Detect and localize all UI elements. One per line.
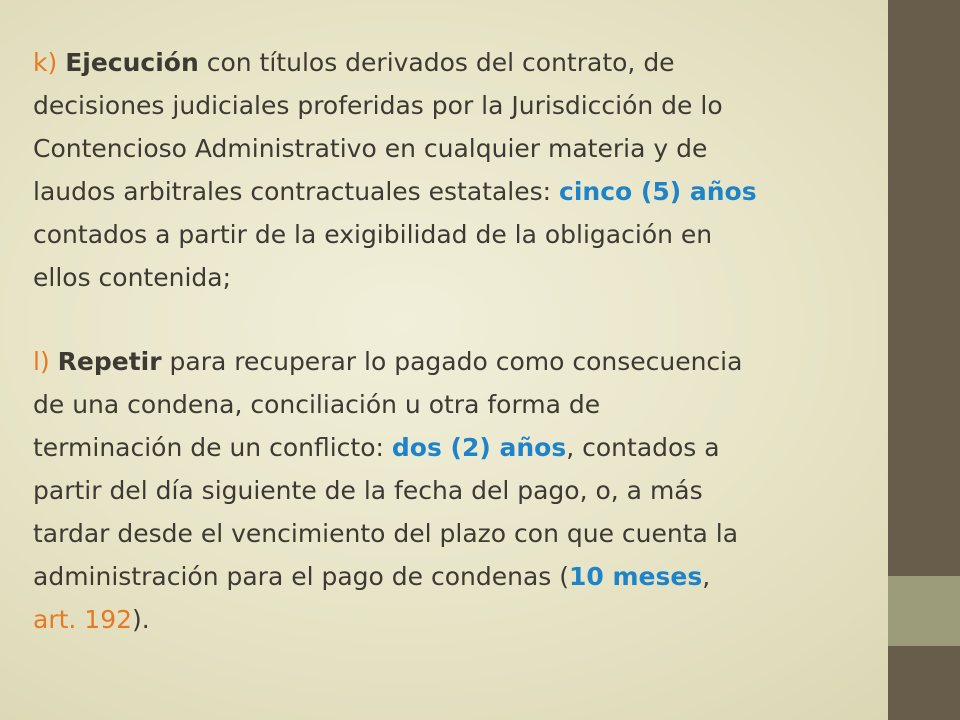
paragraph-l-line-7 <box>33 598 876 641</box>
paragraph-k-text-4: laudos arbitrales contractuales estatales: <box>33 177 560 206</box>
paragraph-k-line-4 <box>33 170 876 213</box>
paragraph-l-closing: ). <box>132 605 150 634</box>
paragraph-l-line-6 <box>33 555 876 598</box>
paragraph-l-line-4: partir del día siguiente de la fecha del pago, o, a más <box>33 476 703 505</box>
paragraph-l-line-2: de una condena, conciliación u otra forma de <box>33 390 601 419</box>
paragraph-k <box>33 41 876 299</box>
paragraph-k-line-6: ellos contenida; <box>33 263 232 292</box>
paragraph-k-marker: k) <box>33 48 58 77</box>
slide-body <box>33 41 876 641</box>
paragraph-k-text-1: con títulos derivados del contrato, de <box>198 48 675 77</box>
paragraph-k-line-1 <box>33 41 876 84</box>
paragraph-k-line-3: Contencioso Administrativo en cualquier materia y de <box>33 134 708 163</box>
paragraph-l-comma: , <box>702 562 711 591</box>
paragraph-l-text-6: administración para el pago de condenas ( <box>33 562 570 591</box>
paragraph-l-term: Repetir <box>57 347 162 376</box>
paragraph-k-line-2: decisiones judiciales proferidas por la Jurisdicción de lo <box>33 91 723 120</box>
paragraph-k-period: cinco (5) años <box>559 177 757 206</box>
paragraph-l-months: 10 meses <box>569 562 703 591</box>
paragraph-l <box>33 340 876 641</box>
paragraph-l-text-1: para recuperar lo pagado como consecuencia <box>161 347 743 376</box>
paragraph-l-text-3a: terminación de un conflicto: <box>33 433 392 462</box>
paragraph-l-line-5: tardar desde el vencimiento del plazo con que cuenta la <box>33 519 739 548</box>
paragraph-l-line-3 <box>33 426 876 469</box>
paragraph-k-term: Ejecución <box>65 48 199 77</box>
paragraph-l-text-3b: , contados a <box>566 433 720 462</box>
paragraph-k-line-5: contados a partir de la exigibilidad de la obligación en <box>33 220 713 249</box>
side-accent-block <box>888 576 960 646</box>
paragraph-l-article: art. 192 <box>33 605 133 634</box>
paragraph-l-period: dos (2) años <box>391 433 567 462</box>
paragraph-l-line-1 <box>33 340 876 383</box>
paragraph-l-marker: l) <box>33 347 50 376</box>
